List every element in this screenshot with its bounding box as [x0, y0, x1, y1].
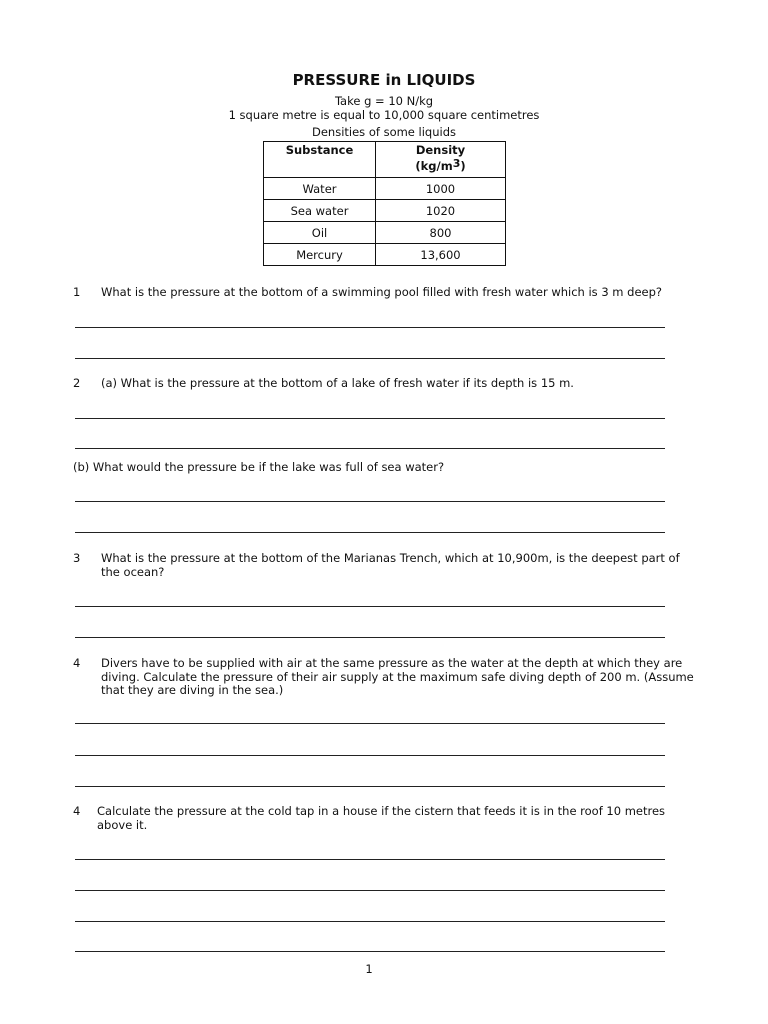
- question-4-cold-tap: [73, 805, 713, 835]
- answer-line[interactable]: [75, 327, 665, 328]
- question-text: Divers have to be supplied with air at the same pressure as the water at the depth at which they are diving. Calculate the pressure of their air supply at the maximum safe diving depth of 200 m. (Assume that they are diving in the sea.): [101, 656, 694, 697]
- header-density-unit: (kg/m: [415, 159, 453, 173]
- header-density-exponent: 3: [452, 157, 461, 170]
- question-3: [73, 552, 713, 582]
- answer-line[interactable]: [75, 606, 665, 607]
- answer-line[interactable]: [75, 859, 665, 860]
- substance-cell: Sea water: [264, 200, 376, 222]
- density-cell: 1020: [376, 200, 506, 222]
- table-row: [264, 178, 506, 200]
- answer-line[interactable]: [75, 786, 665, 787]
- question-number: 2: [73, 376, 81, 390]
- question-1: [73, 286, 713, 302]
- question-text: Calculate the pressure at the cold tap in a house if the cistern that feeds it is in the roof 10 metres above it.: [97, 804, 666, 832]
- page-number: 1: [365, 962, 373, 976]
- header-density-close: ): [460, 159, 466, 173]
- question-4-divers: [73, 657, 713, 701]
- question-number: 1: [73, 285, 81, 299]
- question-text: What is the pressure at the bottom of the Marianas Trench, which at 10,900m, is the deepest part of the ocean?: [101, 551, 680, 579]
- density-cell: 13,600: [376, 244, 506, 266]
- answer-line[interactable]: [75, 637, 665, 638]
- table-caption: Densities of some liquids: [312, 125, 456, 139]
- gravity-note: Take g = 10 N/kg: [334, 94, 434, 108]
- density-table: [263, 141, 506, 266]
- table-row: [264, 200, 506, 222]
- header-substance: Substance: [264, 142, 376, 178]
- question-2a: [73, 377, 713, 393]
- table-row: [264, 244, 506, 266]
- answer-line[interactable]: [75, 358, 665, 359]
- page-title: PRESSURE in LIQUIDS: [292, 71, 476, 89]
- question-number: 4: [73, 804, 81, 818]
- question-text: (a) What is the pressure at the bottom of a lake of fresh water if its depth is 15 m.: [101, 376, 574, 390]
- answer-line[interactable]: [75, 532, 665, 533]
- answer-line[interactable]: [75, 501, 665, 502]
- answer-line[interactable]: [75, 921, 665, 922]
- answer-line[interactable]: [75, 890, 665, 891]
- question-2b: [73, 461, 713, 477]
- substance-cell: Mercury: [264, 244, 376, 266]
- density-cell: 800: [376, 222, 506, 244]
- question-number: 4: [73, 656, 81, 670]
- answer-line[interactable]: [75, 723, 665, 724]
- header-density-label: Density: [415, 143, 466, 157]
- question-number: 3: [73, 551, 81, 565]
- question-text: (b) What would the pressure be if the lake was full of sea water?: [73, 460, 445, 474]
- substance-cell: Water: [264, 178, 376, 200]
- density-cell: 1000: [376, 178, 506, 200]
- unit-conversion-note: 1 square metre is equal to 10,000 square centimetres: [228, 108, 540, 122]
- question-text: What is the pressure at the bottom of a swimming pool filled with fresh water which is 3 m deep?: [101, 285, 663, 299]
- table-row: [264, 222, 506, 244]
- header-density: [376, 142, 506, 178]
- table-header-row: [264, 142, 506, 178]
- answer-line[interactable]: [75, 448, 665, 449]
- substance-cell: Oil: [264, 222, 376, 244]
- answer-line[interactable]: [75, 418, 665, 419]
- answer-line[interactable]: [75, 951, 665, 952]
- answer-line[interactable]: [75, 755, 665, 756]
